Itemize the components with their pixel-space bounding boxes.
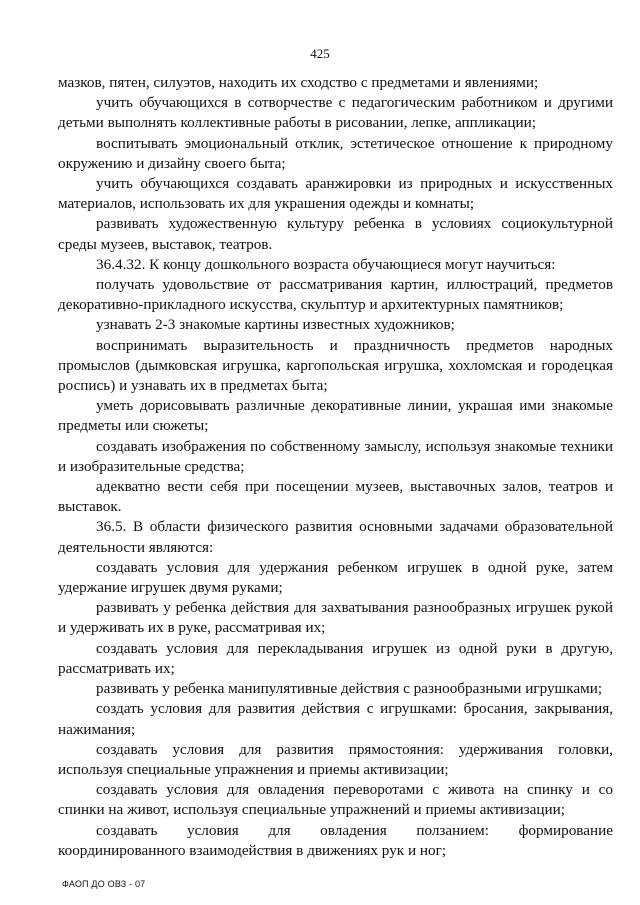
- paragraph: создавать условия для овладения ползанием: формирование координированного взаимодействия в движениях рук и ног;: [58, 821, 613, 859]
- paragraph: адекватно вести себя при посещении музеев, выставочных залов, театров и выставок.: [58, 478, 613, 516]
- paragraph: создавать условия для развития прямостояния: удерживания головки, используя специальные упражнения и приемы активизации;: [58, 740, 613, 778]
- section-heading: 36.5. В области физического развития основными задачами образовательной деятельности являются:: [58, 518, 613, 556]
- footer-document-code: ФАОП ДО ОВЗ - 07: [62, 879, 146, 889]
- paragraph: создавать условия для удержания ребенком игрушек в одной руке, затем удержание игрушек двумя руками;: [58, 558, 613, 597]
- paragraph: развивать у ребенка манипулятивные действия с разнообразными игрушками;: [96, 680, 603, 698]
- paragraph: воспитывать эмоциональный отклик, эстетическое отношение к природному окружению и дизайну своего быта;: [58, 134, 613, 172]
- paragraph: узнавать 2-3 знакомые картины известных художников;: [96, 316, 455, 334]
- document-body: [58, 73, 613, 861]
- paragraph: развивать у ребенка действия для захватывания разнообразных игрушек рукой и удерживать их в руке, рассматривая их;: [58, 599, 613, 637]
- paragraph: развивать художественную культуру ребенка в условиях социокультурной среды музеев, выставок, театров.: [58, 215, 613, 253]
- paragraph: учить обучающихся в сотворчестве с педагогическим работником и другими детьми выполнять коллективные работы в рисовании, лепке, аппликации;: [58, 94, 613, 132]
- paragraph: воспринимать выразительность и праздничность предметов народных промыслов (дымковская игрушка, каргопольская игрушка, хохломская и городецкая роспись) и узнавать их в предметах быта;: [58, 336, 613, 395]
- paragraph: уметь дорисовывать различные декоративные линии, украшая ими знакомые предметы или сюжеты;: [58, 397, 613, 435]
- paragraph: получать удовольствие от рассматривания картин, иллюстраций, предметов декоративно-прикладного искусства, скульптур и архитектурных памятников;: [58, 276, 613, 314]
- section-heading: 36.4.32. К концу дошкольного возраста обучающиеся могут научиться:: [96, 255, 556, 273]
- paragraph: создать условия для развития действия с игрушками: бросания, закрывания, нажимания;: [58, 700, 613, 738]
- paragraph: создавать условия для перекладывания игрушек из одной руки в другую, рассматривать их;: [58, 639, 613, 677]
- paragraph: мазков, пятен, силуэтов, находить их сходство с предметами и явлениями;: [58, 74, 539, 91]
- paragraph: учить обучающихся создавать аранжировки из природных и искусственных материалов, использовать их для украшения одежды и комнаты;: [58, 175, 613, 213]
- paragraph: создавать условия для овладения переворотами с живота на спинку и со спинки на живот, используя специальные упражнений и приемы активизации;: [58, 781, 613, 819]
- page-number: 425: [310, 46, 330, 61]
- paragraph: создавать изображения по собственному замыслу, используя знакомые техники и изобразительные средства;: [58, 437, 613, 475]
